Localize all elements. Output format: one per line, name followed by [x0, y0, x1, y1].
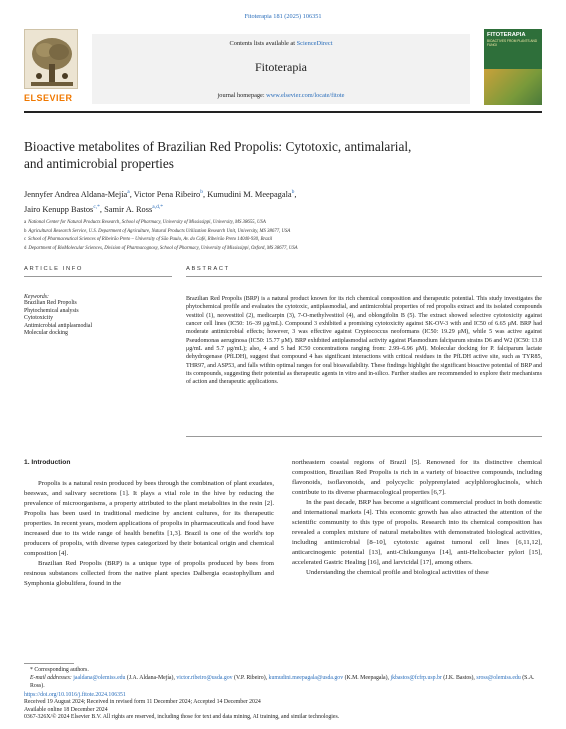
authors-line-2: Jairo Kenupp Bastos$^{c,*}$, Samir A. Ross$^{a,d,*}$ [24, 204, 163, 215]
keyword: Molecular docking [24, 330, 68, 336]
email-link[interactable]: jaaldana@olemiss.edu [73, 675, 126, 682]
journal-cover-image[interactable] [484, 29, 542, 105]
received-dates: Received 19 August 2024; Received in revised form 11 December 2024; Accepted 14 December 2024 [24, 699, 261, 706]
email-label: E-mail addresses: [30, 675, 72, 682]
author-name[interactable]: Kumudini M. Meepagala [207, 189, 292, 199]
keyword: Antimicrobial antiplasmodial [24, 322, 93, 329]
article-title [24, 138, 542, 172]
email-link[interactable]: victor.ribeiro@usda.gov [176, 675, 233, 682]
body-paragraph: Propolis is a natural resin produced by bees through the combination of plant exudates, beeswax, and salivary secretions [1]. It plays a vital role in the hive by reducing the prevalence of microorganisms, a property attributed to the plant metabolites in the resin [2]. Propolis has been used in traditional medicine by ancient cultures, for its therapeutic properties. In recent years, modern applications of propolis in pharmaceuticals and food have increased due to its wide range of health benefits [1,3]. Brazil is one of the world's top producers of propolis, with diverse types categorized by their botanical origin and chemical composition [4]. [24, 480, 274, 557]
corresponding-note: * Corresponding authors. [30, 667, 89, 673]
email-link[interactable]: jkbastos@fcfrp.usp.br [390, 675, 442, 682]
keyword: Phytochemical analysis [24, 307, 79, 314]
journal-title: Fitoterapia [255, 60, 307, 74]
title-line-1: Bioactive metabolites of Brazilian Red Propolis: Cytotoxic, antimalarial, [24, 139, 412, 154]
author-name[interactable]: Jennyfer Andrea Aldana-Mejía [24, 189, 128, 199]
affiliation-marker: a [24, 220, 27, 225]
keyword: Cytotoxicity [24, 315, 53, 321]
body-paragraph: northeastern coastal regions of Brazil [5]. Renowned for its distinctive chemical composition, Brazilian Red Propolis is rich in a variety of bioactive compounds, including flavonoids, isoflavonoids, and polycyclic polyprenylated acylphloroglucinols, which contribute to its diverse pharmacological properties [6,7]. [292, 459, 542, 496]
author-name[interactable]: Victor Pena Ribeiro [133, 189, 201, 199]
available-online: Available online 18 December 2024 [24, 706, 108, 713]
affiliation-text: Department of BioMolecular Sciences, Division of Pharmacognosy, School of Pharmacy, University of Mississippi, Oxford, MS 38677, USA [28, 245, 298, 251]
homepage-prefix: journal homepage: [217, 92, 267, 99]
copyright-notice: 0367-326X/© 2024 Elsevier B.V. All rights are reserved, including those for text and data mining, AI training, and similar technologies. [24, 713, 340, 720]
journal-homepage [92, 92, 470, 99]
elsevier-logo [24, 29, 78, 107]
body-paragraph: Understanding the chemical profile and biological activities of these [306, 569, 489, 576]
cover-title: FITOTERAPIA [487, 32, 526, 38]
affiliation-marker: c [24, 237, 27, 243]
article-info-rule [24, 276, 172, 277]
author-list [24, 186, 542, 217]
affiliation [24, 219, 542, 228]
elsevier-wordmark: ELSEVIER [24, 93, 73, 103]
email-owner: (S.A. Ross). [30, 675, 535, 690]
author-name[interactable]: Jairo Kenupp Bastos [24, 205, 94, 215]
keywords-label: Keywords: [24, 294, 49, 300]
abstract-bottom-rule [186, 436, 542, 437]
cover-subtitle: BIOACTIVES FROM PLANTS AND FUNGI [487, 39, 538, 47]
abstract-rule [186, 276, 542, 277]
abstract-text: Brazilian Red Propolis (BRP) is a natural product known for its rich chemical composition and therapeutic potential. This study investigates the phytochemical profile and evaluates the cytotoxic, antiplasmodial, and antimicrobial properties of red propolis extract and its isolated compounds vestitol (1), neovestitol (2), medicarpin (3), 7-O-methylvestitol (4), and oblongifolin B (5). The extract showed selective cytotoxicity against cancer cell lines (IC50: 16–39 μg/mL). Compound 3 exhibited a promising cytotoxicity against SK-OV-3 with and IC50 of 6.65 μM. BRP had moderate antimicrobial effects; however, 3 was effective against Cryptococcus neoformans (IC50: 19.29 μM), while 5 was active against Pseudomonas aeruginosa (IC50: 15.77 μM). BRP exhibited antiplasmodial activity against Plasmodium falciparum strains D6 and W2 (IC50: 13.8 μg/mL and 5.7 μg/mL); also, 4 and 5 had IC50 concentrations ranging from: 2.99–6.96 μM). Molecular docking for P. falciparum lactate dehydrogenase (PfLDH), suggest that compound 4 has significant interactions with critical residues in the PfLDH active site, such as TYR85, THR97, and ASP53, and falls within optimal ranges for oral bioavailability. These findings highlight the significant bioactive potential of BRP and its compounds, suggesting their potential as therapeutic agents in vitro and in-silico. Further studies are recommended to explore their mechanisms of action and therapeutic applications. [186, 296, 542, 386]
doi-link[interactable]: https://doi.org/10.1016/j.fitote.2024.106351 [24, 692, 126, 698]
introduction-heading: 1. Introduction [24, 459, 71, 466]
footnote-rule [24, 663, 74, 664]
publication-info [24, 692, 542, 721]
contents-prefix: Contents lists available at [229, 40, 297, 47]
keywords-block [24, 294, 172, 338]
body-paragraph: In the past decade, BRP has become a significant commercial product in both domestic and international markets [4]. This economic growth has also attracted the attention of the scientific community to this type of propolis. Research into its chemical composition has revealed a complex mixture of natural metabolites with demonstrated biological activities, including antimicrobial [8–10], cytotoxic against tumoral cell lines [6,11,12], anticarcinogenic potential [13], anti-Chikungunya [14], anti-Helicobacter pylori [15], accelerated Gastric Healing [16], and larvicidal [17], among others. [292, 499, 542, 566]
body-left-column [24, 458, 274, 589]
body-right-column [292, 458, 542, 578]
footnotes [24, 666, 542, 690]
header-rule [24, 111, 542, 113]
affiliation-marker: d [24, 245, 27, 251]
affiliation [24, 236, 542, 245]
article-info-heading: ARTICLE INFO [24, 266, 84, 272]
affiliation [24, 228, 542, 237]
author-affil-marker[interactable]: b [291, 189, 295, 195]
email-link[interactable]: sross@olemiss.edu [476, 675, 521, 682]
cover-artwork [484, 69, 542, 105]
author-affil-marker[interactable]: a [127, 189, 130, 195]
affiliation-text: Agricultural Research Service, U.S. Department of Agriculture, Natural Products Utilization Research Unit, University, MS 38677, USA [28, 228, 291, 234]
email-owner: (J.K. Bastos) [443, 675, 474, 682]
email-link[interactable]: kumudini.meepagala@usda.gov [268, 675, 344, 682]
affiliation [24, 245, 542, 254]
author-affil-marker[interactable]: a,d,* [152, 204, 163, 211]
author-affil-marker[interactable]: b [200, 189, 203, 195]
email-addresses: E-mail addresses: jaaldana@olemiss.edu (J.A. Aldana-Mejía), victor.ribeiro@usda.gov (V.P. Ribeiro), kumudini.meepagala@usda.gov (K.M. Meepagala), jkbastos@fcfrp.usp.br (J.K. Bastos), sross@olemiss.edu (S.A. Ross). [30, 675, 535, 690]
affiliations [24, 219, 542, 253]
elsevier-tree-icon [24, 29, 78, 89]
homepage-link[interactable]: www.elsevier.com/locate/fitote [266, 92, 345, 99]
body-paragraph: Brazilian Red Propolis (BRP) is a unique type of propolis produced by bees from resinous substances collected from the native plant species Dalbergia ecastophyllum and Symphonia globulifera, found in the [24, 560, 274, 587]
author-affil-marker[interactable]: c,* [93, 204, 100, 211]
keyword: Brazilian Red Propolis [24, 300, 77, 306]
email-owner: (K.M. Meepagala) [344, 675, 388, 682]
sciencedirect-link[interactable]: ScienceDirect [296, 40, 333, 47]
title-line-2: and antimicrobial properties [24, 156, 174, 171]
authors-line-1: Jennyfer Andrea Aldana-Mejía$^a$, Victor Pena Ribeiro$^b$, Kumudini M. Meepagala$^b$, [24, 189, 297, 199]
affiliation-marker: b [24, 228, 27, 234]
journal-citation[interactable]: Fitoterapia 181 (2025) 106351 [244, 13, 322, 20]
email-owner: (V.P. Ribeiro) [234, 675, 266, 682]
contents-available [92, 40, 470, 47]
affiliation-text: School of Pharmaceutical Sciences of Ribeirão Preto – University of São Paulo, Av. do Café, Ribeirão Preto 14040-930, Brazil [28, 237, 273, 243]
author-name[interactable]: Samir A. Ross [104, 205, 153, 215]
affiliation-text: National Center for Natural Products Research, School of Pharmacy, University of Mississippi, University, MS 38655, USA [28, 220, 266, 225]
abstract-heading: ABSTRACT [186, 266, 230, 272]
email-owner: (J.A. Aldana-Mejía) [126, 675, 174, 682]
